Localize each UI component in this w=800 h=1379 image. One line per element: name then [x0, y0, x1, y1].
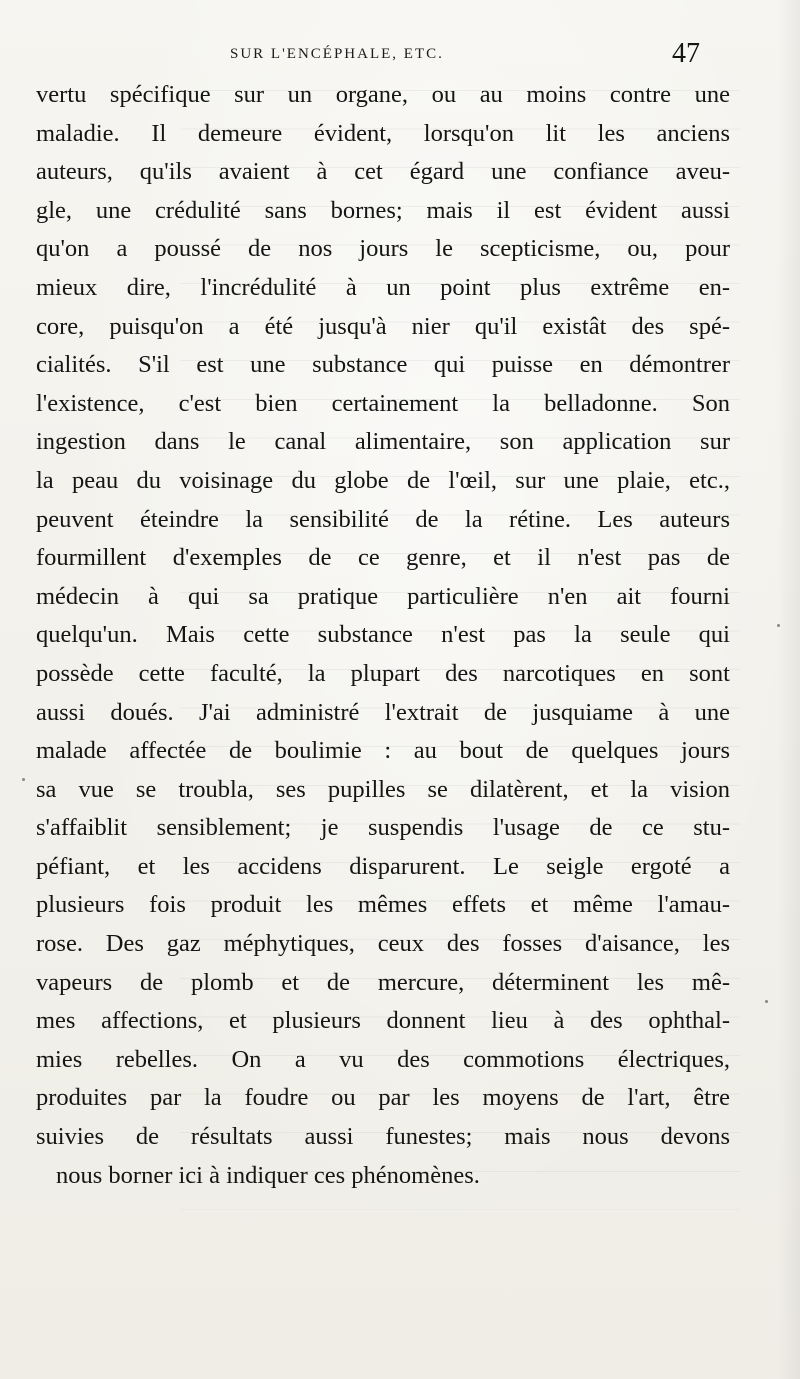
text-line: sa vue se troubla, ses pupilles se dilatèrent, et la vision [36, 775, 730, 803]
text-line: auteurs, qu'ils avaient à cet égard une confiance aveu- [36, 158, 730, 186]
page-number: 47 [672, 38, 700, 69]
running-head: SUR L'ENCÉPHALE, ETC. [230, 46, 444, 62]
text-line: aussi doués. J'ai administré l'extrait de jusquiame à une [36, 698, 730, 726]
text-line: cialités. S'il est une substance qui puisse en démontrer [36, 351, 730, 379]
text-line: l'existence, c'est bien certainement la belladonne. Son [36, 389, 730, 417]
text-line: rose. Des gaz méphytiques, ceux des fosses d'aisance, les [36, 930, 730, 958]
text-line: suivies de résultats aussi funestes; mais nous devons [36, 1123, 730, 1151]
text-line: mies rebelles. On a vu des commotions électriques, [36, 1045, 730, 1073]
ink-speck [777, 624, 780, 627]
text-line: s'affaiblit sensiblement; je suspendis l'usage de ce stu- [36, 814, 730, 842]
text-line: malade affectée de boulimie : au bout de quelques jours [36, 737, 730, 765]
text-line: péfiant, et les accidens disparurent. Le seigle ergoté a [36, 852, 730, 880]
text-line: ingestion dans le canal alimentaire, son application sur [36, 428, 730, 456]
text-line: possède cette faculté, la plupart des narcotiques en sont [36, 659, 730, 687]
text-line: mes affections, et plusieurs donnent lieu à des ophthal- [36, 1007, 730, 1035]
text-line: médecin à qui sa pratique particulière n'en ait fourni [36, 582, 730, 610]
ink-speck [22, 778, 25, 781]
ink-speck [765, 1000, 768, 1003]
text-line: maladie. Il demeure évident, lorsqu'on lit les anciens [36, 119, 730, 147]
body-text [36, 76, 730, 1195]
text-line: quelqu'un. Mais cette substance n'est pas la seule qui [36, 621, 730, 649]
text-line: peuvent éteindre la sensibilité de la rétine. Les auteurs [36, 505, 730, 533]
text-line: produites par la foudre ou par les moyens de l'art, être [36, 1084, 730, 1112]
text-line: nous borner ici à indiquer ces phénomènes. [56, 1161, 480, 1189]
text-line: la peau du voisinage du globe de l'œil, sur une plaie, etc., [36, 466, 730, 494]
text-line: gle, une crédulité sans bornes; mais il est évident aussi [36, 196, 730, 224]
text-line: vapeurs de plomb et de mercure, déterminent les mê- [36, 968, 730, 996]
text-line: fourmillent d'exemples de ce genre, et il n'est pas de [36, 544, 730, 572]
text-line: mieux dire, l'incrédulité à un point plus extrême en- [36, 273, 730, 301]
text-line: qu'on a poussé de nos jours le scepticisme, ou, pour [36, 235, 730, 263]
text-line: plusieurs fois produit les mêmes effets et même l'amau- [36, 891, 730, 919]
page-edge-shadow [778, 0, 800, 1379]
text-line: core, puisqu'on a été jusqu'à nier qu'il existât des spé- [36, 312, 730, 340]
text-line: vertu spécifique sur un organe, ou au moins contre une [36, 81, 730, 108]
